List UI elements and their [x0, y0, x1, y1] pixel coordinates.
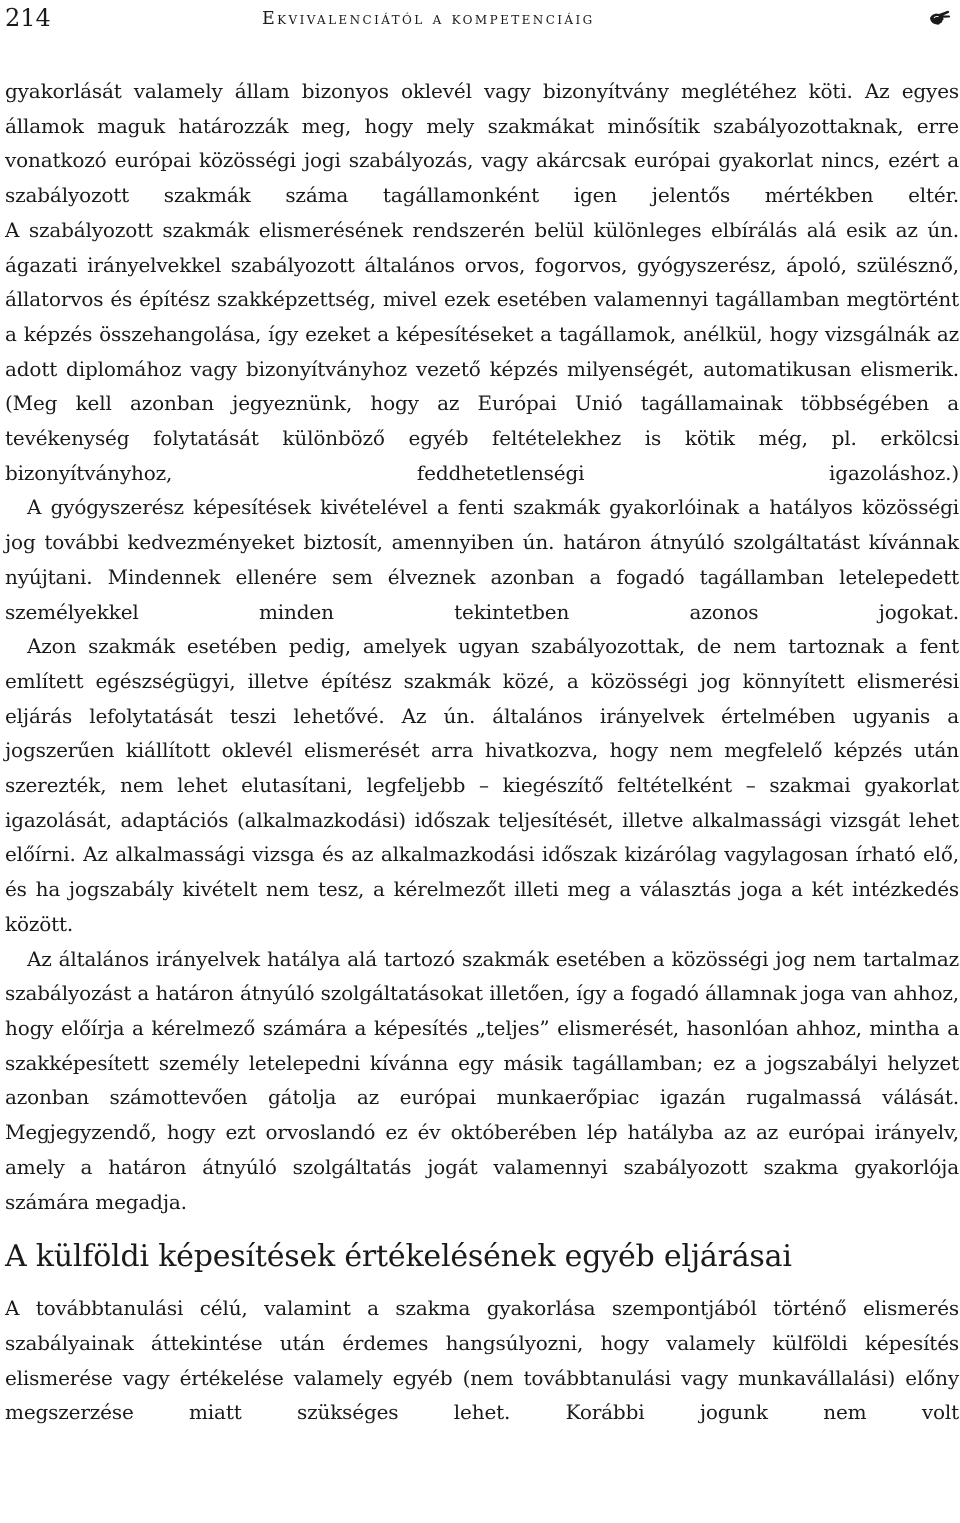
body-paragraph: gyakorlását valamely állam bizonyos oklevél vagy bizonyítvány meglétéhez köti. Az egyes államok maguk határozzák meg, hogy mely szakmákat minősítik szabályozottaknak, erre vonatkozó európai közösségi jogi szabályozás, vagy akárcsak európai gyakorlat nincs, ezért a szabályozott szakmák száma tagállamonként igen jelentős mértékben eltér. [5, 79, 959, 208]
section-paragraph: A továbbtanulási célú, valamint a szakma gyakorlása szempontjából történő elismerés szabályainak áttekintése után érdemes hangsúlyozni, hogy valamely külföldi képesítés elismerése vagy értékelése valamely egyéb (nem továbbtanulási vagy munkavállalási) előny megszerzése miatt szükséges lehet. Korábbi jogunk nem volt [5, 1296, 959, 1425]
hand-pointing-ornament-icon [928, 6, 952, 28]
running-title: Ekvivalenciától a kompetenciáig [262, 9, 595, 29]
body-paragraph: A szabályozott szakmák elismerésének rendszerén belül különleges elbírálás alá esik az ún. ágazati irányelvekkel szabályozott általános orvos, fogorvos, gyógyszerész, ápoló, szülésznő, állatorvos és építész szakképzettség, mivel ezek esetében valamennyi tagállamban megtörtént a képzés összehangolása, így ezeket a képesítéseket a tagállamok, anélkül, hogy vizsgálnák az adott diplomához vagy bizonyítványhoz vezető képzés milyenségét, automatikusan elismerik. (Meg kell azonban jegyeznünk, hogy az Európai Unió tagállamainak többségében a tevékenység folytatását különböző egyéb feltételekhez is kötik még, pl. erkölcsi bizonyítványhoz, feddhetetlenségi igazoláshoz.) [5, 217, 959, 485]
body-paragraph: A gyógyszerész képesítések kivételével a fenti szakmák gyakorlóinak a hatályos közösségi jog további kedvezményeket biztosít, amennyiben ún. határon átnyúló szolgáltatást kívánnak nyújtani. Mindennek ellenére sem élveznek azonban a fogadó tagállamban letelepedett személyekkel minden tekintetben azonos jogokat. [5, 495, 959, 624]
running-header [0, 0, 960, 40]
section-heading: A külföldi képesítések értékelésének egyéb eljárásai [5, 1239, 792, 1275]
page-number: 214 [5, 4, 51, 32]
page-body [5, 74, 959, 1430]
body-paragraph: Az általános irányelvek hatálya alá tartozó szakmák esetében a közösségi jog nem tartalmaz szabályozást a határon átnyúló szolgáltatásokat illetően, így a fogadó államnak joga van ahhoz, hogy előírja a kérelmező számára a képesítés „teljes” elismerését, hasonlóan ahhoz, mintha a szakképesített személy letelepedni kívánna egy másik tagállamban; ez a jogszabályi helyzet azonban számottevően gátolja az európai munkaerőpiac igazán rugalmassá válását. Megjegyzendő, hogy ezt orvoslandó ez év októberében lép hatályba az az európai irányelv, amely a határon átnyúló szolgáltatás jogát valamennyi szabályozott szakma gyakorlója számára megadja. [5, 946, 959, 1214]
body-paragraph: Azon szakmák esetében pedig, amelyek ugyan szabályozottak, de nem tartoznak a fent említett egészségügyi, illetve építész szakmák közé, a közösségi jog könnyített elismerési eljárás lefolytatását teszi lehetővé. Az ún. általános irányelvek értelmében ugyanis a jogszerűen kiállított oklevél elismerését arra hivatkozva, hogy nem megfelelő képzés után szerezték, nem lehet elutasítani, legfeljebb – kiegészítő feltételként – szakmai gyakorlat igazolását, adaptációs (alkalmazkodási) időszak teljesítését, illetve alkalmassági vizsgát lehet előírni. Az alkalmassági vizsga és az alkalmazkodási időszak kizárólag vagylagosan írható elő, és ha jogszabály kivételt nem tesz, a kérelmezőt illeti meg a választás joga a két intézkedés között. [5, 634, 959, 936]
